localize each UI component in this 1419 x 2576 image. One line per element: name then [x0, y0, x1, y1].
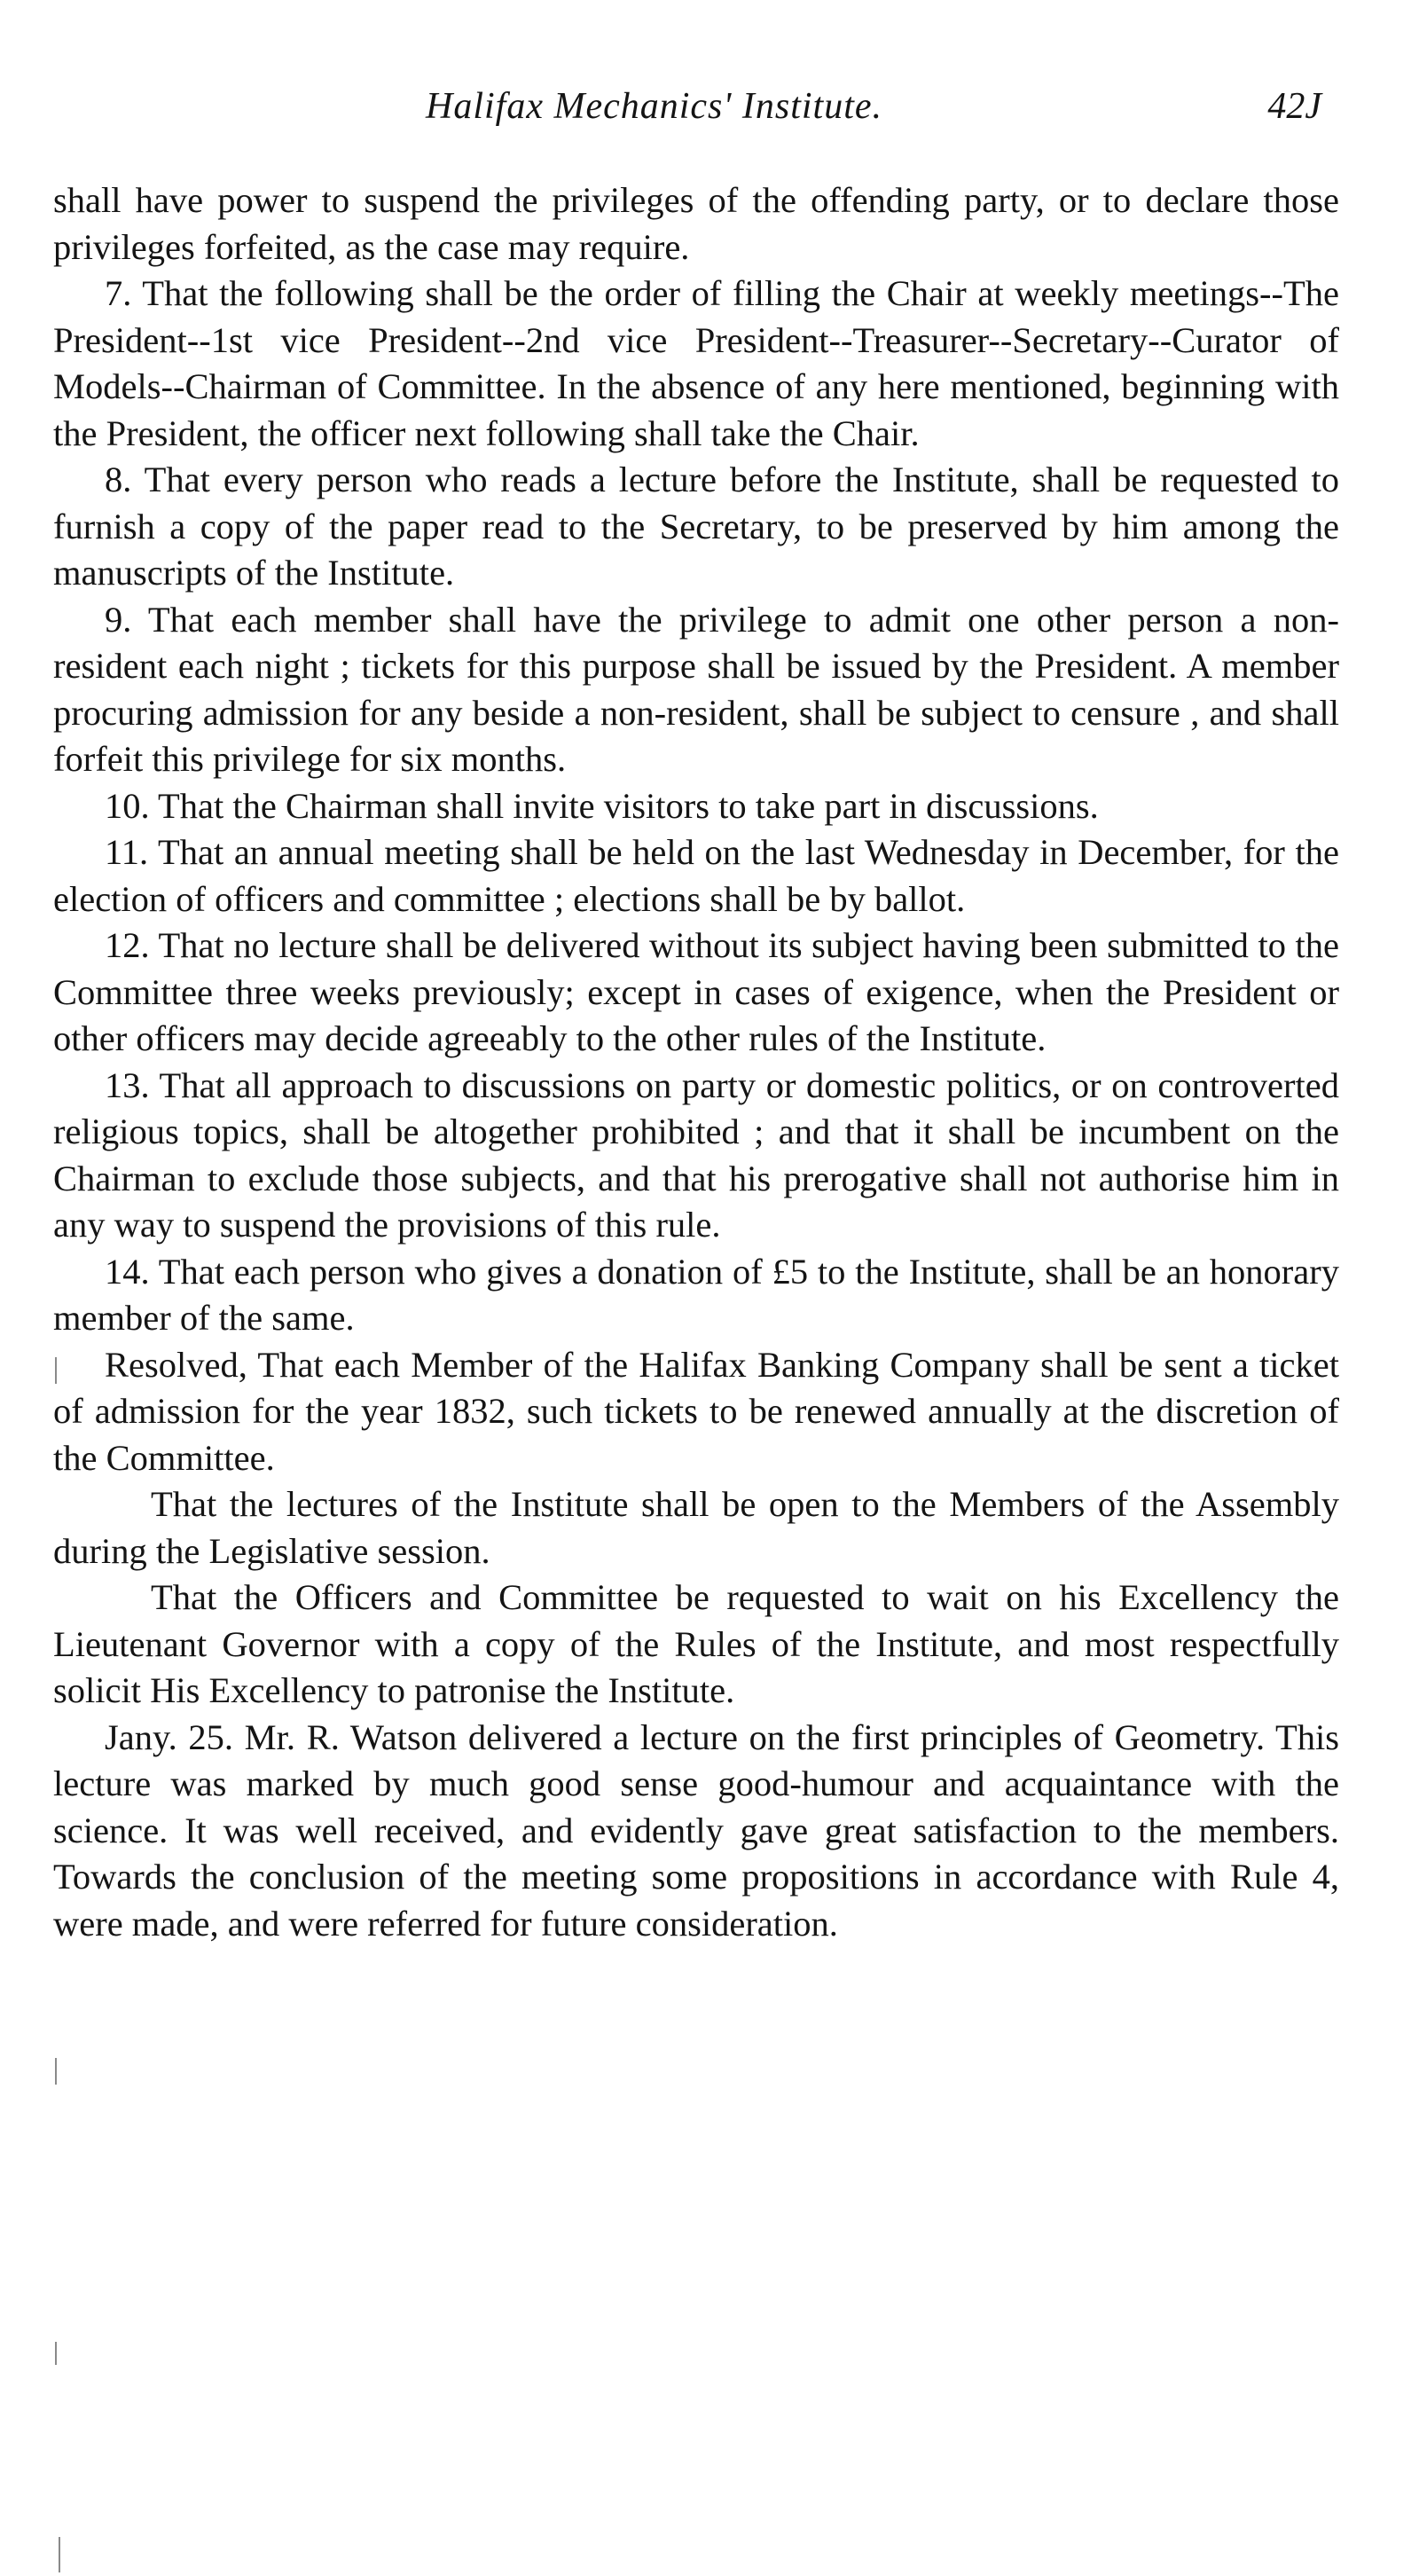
rule-7: 7. That the following shall be the order of filling the Chair at weekly meetings--The President--1st vice President--2nd vice President--Treasurer--Secretary--Curator of Models--Chairman of Committee. In the absence of any here mentioned, beginning with the President, the officer next following shall take the Chair.: [53, 273, 1339, 453]
page-number: 42J: [1267, 86, 1321, 127]
rule-14: 14. That each person who gives a donation of £5 to the Institute, shall be an honorary member of the same.: [53, 1251, 1339, 1338]
running-title: Halifax Mechanics' Institute.: [426, 86, 883, 127]
rule-12: 12. That no lecture shall be delivered without its subject having been submitted to the Committee three weeks previously; except in cases of exigence, when the President or other officers may decide agreeably to the other rules of the Institute.: [53, 925, 1339, 1058]
resolution-banking-company: Resolved, That each Member of the Halifax Banking Company shall be sent a ticket of admission for the year 1832, such tickets to be renewed annually at the discretion of the Committee.: [53, 1344, 1339, 1478]
lecture-record-jany-25: Jany. 25. Mr. R. Watson delivered a lecture on the first principles of Geometry. This lecture was marked by much good sense good-humour and acquaintance with the science. It was well received, and evidently gave great satisfaction to the members. Towards the conclusion of the meeting some propositions in accordance with Rule 4, were made, and were referred for future consideration.: [53, 1716, 1339, 1944]
rule-13: 13. That all approach to discussions on party or domestic politics, or on controverted religious topics, shall be altogether prohibited ; and that it shall be incumbent on the Chairman to exclude those subjects, and that his prerogative shall not authorise him in any way to suspend the provisions of this rule.: [53, 1064, 1339, 1245]
margin-mark: [55, 2058, 57, 2085]
margin-mark: [55, 1357, 57, 1384]
margin-mark: [59, 2537, 60, 2572]
running-head: [53, 85, 1339, 140]
resolution-lieutenant-governor: That the Officers and Committee be requested to wait on his Excellency the Lieutenant Governor with a copy of the Rules of the Institute, and most respectfully solicit His Excellency to patronise the Institute.: [53, 1577, 1339, 1710]
rule-11: 11. That an annual meeting shall be held on the last Wednesday in December, for the election of officers and committee ; elections shall be by ballot.: [53, 832, 1339, 919]
resolution-assembly-members: That the lectures of the Institute shall be open to the Members of the Assembly during the Legislative session.: [53, 1484, 1339, 1571]
rule-8: 8. That every person who reads a lecture before the Institute, shall be requested to furnish a copy of the paper read to the Secretary, to be preserved by him among the manuscripts of the Institute.: [53, 459, 1339, 593]
rule-10: 10. That the Chairman shall invite visitors to take part in discussions.: [105, 785, 1099, 826]
margin-mark: [55, 2342, 57, 2365]
body-text: [53, 177, 1339, 1947]
rule-9: 9. That each member shall have the privilege to admit one other person a non-resident each night ; tickets for this purpose shall be issued by the President. A member procuring admission for any beside a non-resident, shall be subject to censure , and shall forfeit this privilege for six months.: [53, 599, 1339, 779]
paragraph-continuation: shall have power to suspend the privileges of the offending party, or to declare those privileges forfeited, as the case may require.: [53, 180, 1339, 267]
